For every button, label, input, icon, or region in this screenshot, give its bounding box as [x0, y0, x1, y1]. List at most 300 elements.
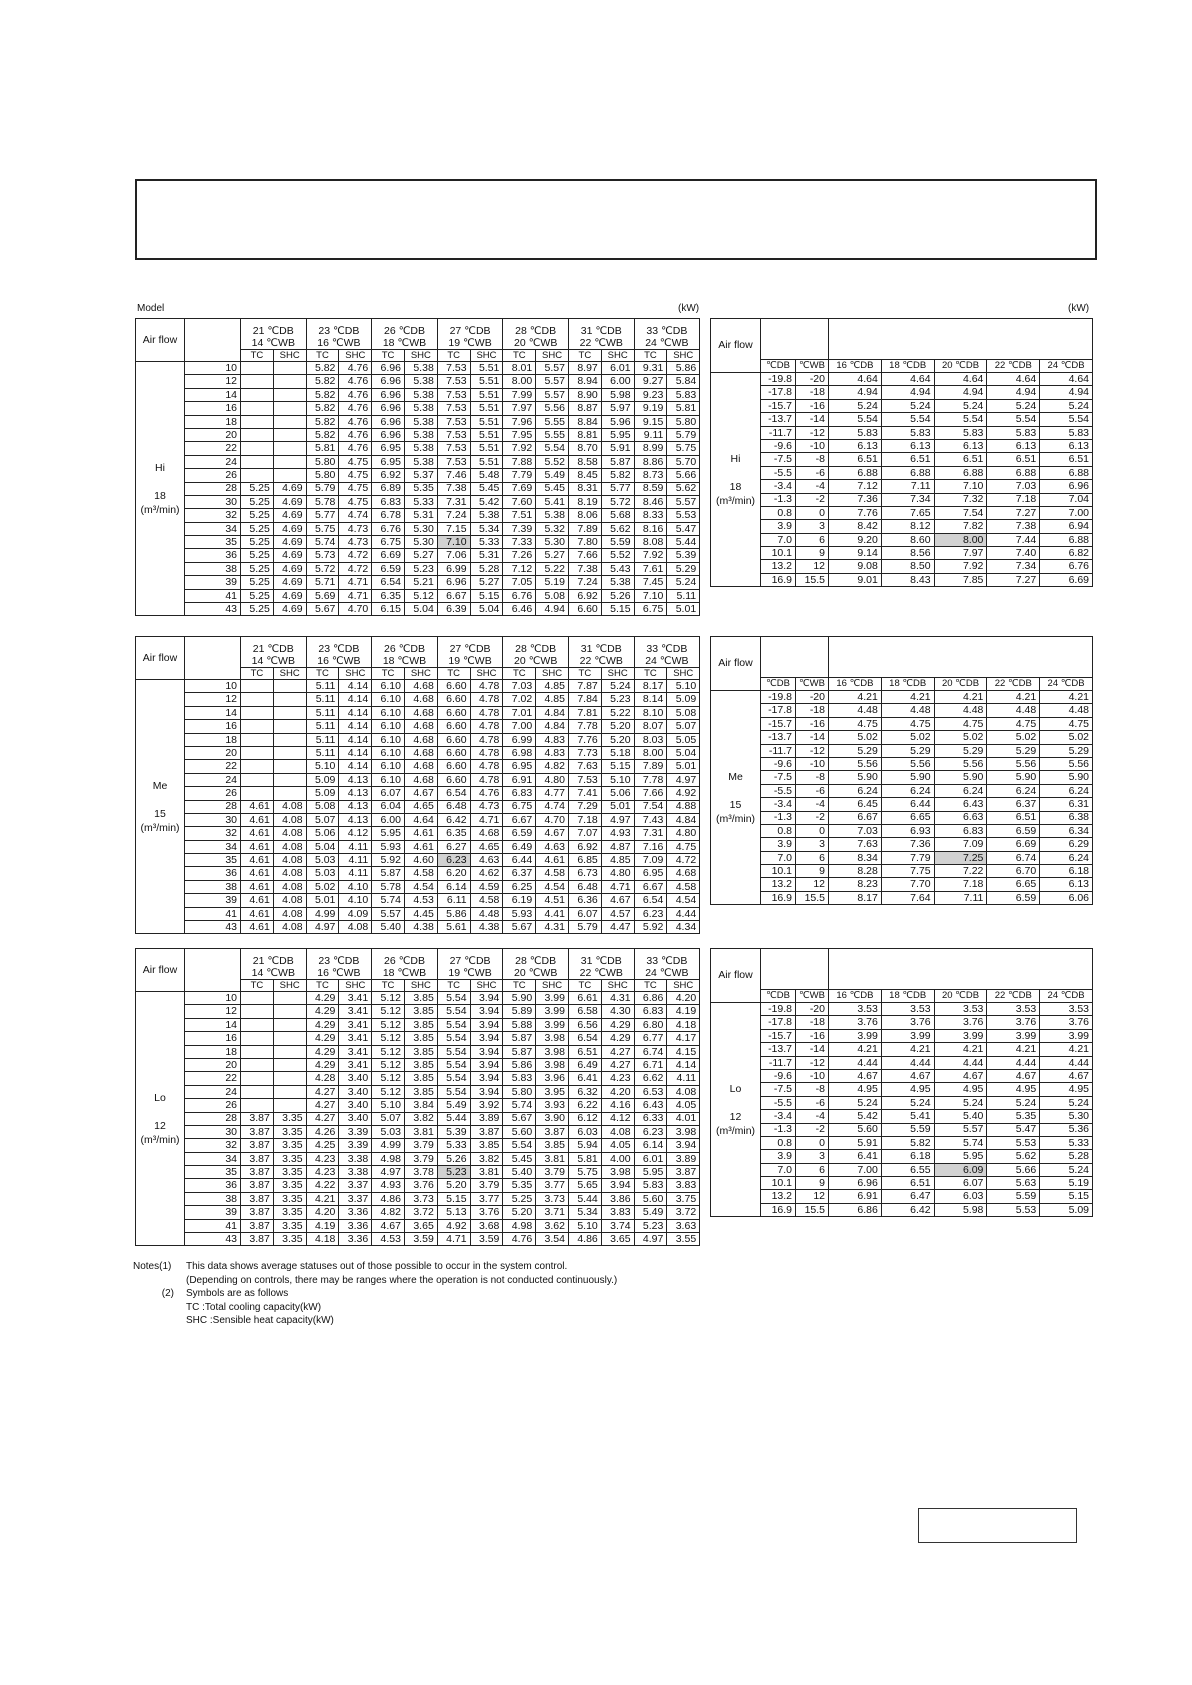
- heating-capacity-value: 3.99: [934, 1029, 987, 1042]
- shc-value: 4.67: [601, 894, 634, 907]
- indoor-db-header: 20 ℃DB: [934, 360, 987, 373]
- outdoor-temp-cell: 41: [185, 589, 241, 602]
- indoor-db-label: 28 ℃DB: [515, 643, 557, 655]
- tc-value: 4.61: [241, 921, 274, 934]
- shc-value: 4.64: [404, 813, 437, 826]
- heating-capacity-value: 5.24: [1040, 1163, 1093, 1176]
- outdoor-wb-cell: -4: [796, 1110, 829, 1123]
- indoor-db-header: 20 ℃DB: [934, 990, 987, 1003]
- tc-value: 4.61: [241, 827, 274, 840]
- outdoor-db-cell: 16.9: [761, 573, 796, 586]
- table-row: [136, 442, 700, 455]
- shc-value: 5.19: [536, 576, 569, 589]
- heating-capacity-value: 6.94: [1040, 520, 1093, 533]
- outdoor-db-cell: -19.8: [761, 691, 796, 704]
- tc-value: [241, 760, 274, 773]
- tc-value: 7.61: [634, 562, 667, 575]
- shc-value: 4.75: [339, 482, 372, 495]
- tc-value: 7.89: [568, 522, 601, 535]
- shc-value: 5.30: [536, 536, 569, 549]
- shc-value: 5.48: [470, 469, 503, 482]
- shc-value: 5.38: [536, 509, 569, 522]
- shc-value: 5.62: [667, 482, 700, 495]
- tc-value: 4.25: [306, 1139, 339, 1152]
- indoor-db-label: 28 ℃DB: [515, 955, 557, 967]
- tc-value: 5.54: [437, 1072, 470, 1085]
- shc-value: 4.08: [273, 813, 306, 826]
- tc-value: 5.34: [568, 1206, 601, 1219]
- shc-value: 5.45: [536, 482, 569, 495]
- heating-capacity-value: 4.95: [1040, 1083, 1093, 1096]
- outdoor-db-cell: -15.7: [761, 717, 796, 730]
- shc-value: [273, 773, 306, 786]
- model-label: Model: [137, 303, 165, 314]
- shc-value: 5.01: [667, 760, 700, 773]
- heating-capacity-value: 5.47: [987, 1123, 1040, 1136]
- shc-value: 4.14: [339, 706, 372, 719]
- tc-value: 6.00: [372, 813, 405, 826]
- note-2-line-2: TC :Total cooling capacity(kW): [186, 1301, 322, 1313]
- shc-value: 3.35: [273, 1166, 306, 1179]
- heating-capacity-value: 3.53: [881, 1003, 934, 1016]
- heating-capacity-value: 4.48: [881, 704, 934, 717]
- outdoor-temp-cell: 43: [185, 921, 241, 934]
- table-row: [711, 1029, 1093, 1042]
- heating-capacity-value: 5.15: [1040, 1190, 1093, 1203]
- shc-value: 3.98: [536, 1058, 569, 1071]
- tc-value: 4.22: [306, 1179, 339, 1192]
- heating-capacity-value: 7.38: [987, 520, 1040, 533]
- indoor-condition-header: [306, 319, 372, 350]
- shc-value: 5.51: [470, 455, 503, 468]
- shc-value: 4.38: [404, 921, 437, 934]
- outdoor-wb-cell: 6: [796, 1163, 829, 1176]
- airflow-unit: (m³/min): [715, 494, 756, 507]
- outdoor-wb-cell: -10: [796, 757, 829, 770]
- tc-value: 4.61: [241, 813, 274, 826]
- outdoor-wb-cell: -16: [796, 399, 829, 412]
- shc-value: 5.42: [470, 495, 503, 508]
- shc-value: 4.76: [339, 375, 372, 388]
- shc-value: 4.11: [339, 867, 372, 880]
- tc-value: 6.54: [437, 787, 470, 800]
- tc-value: 8.03: [634, 733, 667, 746]
- heating-capacity-value: 6.44: [881, 798, 934, 811]
- tc-value: 5.40: [372, 921, 405, 934]
- shc-value: [273, 680, 306, 693]
- table-row: [711, 439, 1093, 452]
- table-row: [136, 1206, 700, 1219]
- shc-value: 4.68: [667, 867, 700, 880]
- shc-value: [273, 733, 306, 746]
- outdoor-wb-label: ℃WB: [796, 360, 829, 373]
- heating-capacity-value: 3.76: [881, 1016, 934, 1029]
- shc-value: 4.80: [601, 867, 634, 880]
- table-row: [136, 536, 700, 549]
- heating-capacity-value: 5.24: [1040, 1096, 1093, 1109]
- tc-value: 6.39: [437, 603, 470, 616]
- shc-value: [273, 469, 306, 482]
- outdoor-temp-cell: 34: [185, 522, 241, 535]
- outdoor-db-cell: 13.2: [761, 878, 796, 891]
- shc-value: 5.11: [667, 589, 700, 602]
- tc-value: 7.43: [634, 813, 667, 826]
- shc-value: 3.35: [273, 1152, 306, 1165]
- shc-value: 4.08: [667, 1085, 700, 1098]
- tc-value: 4.61: [241, 867, 274, 880]
- outdoor-db-cell: -1.3: [761, 811, 796, 824]
- table-row: [711, 493, 1093, 506]
- heating-capacity-value: 6.45: [829, 798, 882, 811]
- shc-value: 5.21: [404, 576, 437, 589]
- heating-capacity-value: 8.17: [829, 891, 882, 904]
- table-row: [711, 373, 1093, 386]
- shc-value: 5.37: [404, 469, 437, 482]
- indoor-wb-label: 18 ℃WB: [382, 655, 427, 667]
- heating-capacity-value: 4.21: [1040, 691, 1093, 704]
- shc-value: 3.85: [404, 1072, 437, 1085]
- tc-value: 3.87: [241, 1139, 274, 1152]
- table-row: [711, 1110, 1093, 1123]
- indoor-db-label: 21 ℃DB: [252, 325, 294, 337]
- heating-capacity-value: 8.56: [881, 547, 934, 560]
- shc-value: 4.15: [667, 1045, 700, 1058]
- tc-value: 4.20: [306, 1206, 339, 1219]
- heating-capacity-value: 4.95: [829, 1083, 882, 1096]
- tc-value: 5.26: [437, 1152, 470, 1165]
- tc-value: 5.44: [437, 1112, 470, 1125]
- shc-value: 3.54: [536, 1233, 569, 1246]
- outdoor-temp-header: [761, 637, 829, 678]
- shc-value: 3.41: [339, 992, 372, 1005]
- heating-capacity-value: 5.41: [881, 1110, 934, 1123]
- note-2-key: (2): [161, 1288, 174, 1299]
- tc-value: 5.95: [634, 1166, 667, 1179]
- airflow-value: 18: [154, 489, 166, 502]
- tc-value: 8.99: [634, 442, 667, 455]
- airflow-header: Air flow: [711, 637, 761, 691]
- shc-value: 3.35: [273, 1233, 306, 1246]
- heating-capacity-value: 6.51: [1040, 453, 1093, 466]
- tc-value: 4.82: [372, 1206, 405, 1219]
- tc-value: 5.83: [503, 1072, 536, 1085]
- shc-value: 4.58: [536, 867, 569, 880]
- shc-value: 3.83: [601, 1206, 634, 1219]
- tc-value: 5.40: [503, 1166, 536, 1179]
- outdoor-db-cell: -13.7: [761, 413, 796, 426]
- tc-value: 7.53: [437, 428, 470, 441]
- heating-capacity-value: 6.24: [1040, 784, 1093, 797]
- outdoor-db-cell: -11.7: [761, 1056, 796, 1069]
- heating-capacity-value: 6.31: [1040, 798, 1093, 811]
- outdoor-wb-cell: -2: [796, 811, 829, 824]
- outdoor-temp-cell: 41: [185, 907, 241, 920]
- tc-value: 5.78: [372, 880, 405, 893]
- heating-capacity-value: 5.24: [881, 399, 934, 412]
- outdoor-db-cell: -11.7: [761, 744, 796, 757]
- tc-value: 4.28: [306, 1072, 339, 1085]
- tc-value: 6.95: [372, 455, 405, 468]
- tc-value: 4.23: [306, 1152, 339, 1165]
- shc-value: 5.75: [667, 442, 700, 455]
- tc-value: 7.46: [437, 469, 470, 482]
- indoor-condition-header: [437, 949, 503, 980]
- indoor-db-label: 27 ℃DB: [449, 643, 491, 655]
- table-row: [711, 798, 1093, 811]
- shc-value: 3.76: [404, 1179, 437, 1192]
- outdoor-db-cell: 7.0: [761, 1163, 796, 1176]
- shc-value: 4.97: [667, 773, 700, 786]
- shc-value: 4.78: [470, 706, 503, 719]
- shc-value: 5.38: [601, 576, 634, 589]
- heating-capacity-value: 7.03: [829, 824, 882, 837]
- shc-value: 4.63: [536, 840, 569, 853]
- tc-value: 5.11: [306, 693, 339, 706]
- table-row: [136, 402, 700, 415]
- outdoor-temp-cell: 12: [185, 1005, 241, 1018]
- shc-value: 5.95: [601, 428, 634, 441]
- outdoor-temp-header: [185, 949, 241, 992]
- tc-value: 5.54: [437, 1045, 470, 1058]
- indoor-db-label: 28 ℃DB: [515, 325, 557, 337]
- shc-value: 5.38: [470, 509, 503, 522]
- table-row: [136, 1018, 700, 1031]
- tc-label: TC: [241, 350, 274, 362]
- indoor-db-header: 16 ℃DB: [829, 678, 882, 691]
- heating-capacity-value: 6.13: [881, 439, 934, 452]
- tc-value: 6.25: [503, 880, 536, 893]
- heating-capacity-value: 8.23: [829, 878, 882, 891]
- tc-value: 5.90: [503, 992, 536, 1005]
- tc-value: 4.97: [372, 1166, 405, 1179]
- tc-value: 6.91: [503, 773, 536, 786]
- tc-value: 4.21: [306, 1192, 339, 1205]
- indoor-db-label: 31 ℃DB: [580, 325, 622, 337]
- indoor-db-header: 22 ℃DB: [987, 360, 1040, 373]
- indoor-db-header: 20 ℃DB: [934, 678, 987, 691]
- indoor-condition-header: [503, 637, 569, 668]
- tc-value: 5.11: [306, 706, 339, 719]
- heating-capacity-value: 5.56: [987, 757, 1040, 770]
- tc-value: 5.86: [437, 907, 470, 920]
- airflow-header: Air flow: [136, 319, 185, 362]
- heating-capacity-value: 3.53: [829, 1003, 882, 1016]
- heating-capacity-value: 5.90: [829, 771, 882, 784]
- tc-value: 5.13: [437, 1206, 470, 1219]
- tc-value: 5.92: [634, 921, 667, 934]
- heating-capacity-value: 5.60: [829, 1123, 882, 1136]
- shc-value: 3.35: [273, 1206, 306, 1219]
- outdoor-wb-cell: 3: [796, 838, 829, 851]
- shc-value: 4.47: [601, 921, 634, 934]
- heating-capacity-value: 4.75: [987, 717, 1040, 730]
- tc-value: 7.41: [568, 787, 601, 800]
- tc-value: 5.25: [241, 576, 274, 589]
- indoor-condition-header: [372, 949, 438, 980]
- outdoor-temp-cell: 39: [185, 1206, 241, 1219]
- shc-value: 5.59: [601, 536, 634, 549]
- tc-value: 5.33: [437, 1139, 470, 1152]
- heating-capacity-value: 5.36: [1040, 1123, 1093, 1136]
- table-row: [136, 1112, 700, 1125]
- heating-table-hi: [710, 318, 1093, 587]
- tc-value: 6.43: [634, 1099, 667, 1112]
- shc-value: 4.20: [667, 992, 700, 1005]
- indoor-condition-header: [503, 949, 569, 980]
- tc-value: 5.82: [306, 415, 339, 428]
- tc-value: 4.99: [306, 907, 339, 920]
- tc-value: 7.53: [568, 773, 601, 786]
- tc-value: 5.06: [306, 827, 339, 840]
- shc-value: 3.79: [404, 1139, 437, 1152]
- outdoor-wb-cell: -8: [796, 453, 829, 466]
- tc-value: 4.61: [241, 840, 274, 853]
- tc-value: 6.83: [503, 787, 536, 800]
- heating-capacity-value: 5.53: [987, 1136, 1040, 1149]
- tc-value: 4.29: [306, 992, 339, 1005]
- tc-value: 6.60: [437, 746, 470, 759]
- shc-value: 5.53: [667, 509, 700, 522]
- shc-value: 3.36: [339, 1233, 372, 1246]
- shc-value: 4.69: [273, 482, 306, 495]
- shc-value: 4.08: [273, 921, 306, 934]
- outdoor-temp-cell: 26: [185, 787, 241, 800]
- tc-value: 5.60: [503, 1125, 536, 1138]
- shc-value: 4.31: [601, 992, 634, 1005]
- outdoor-temp-cell: 36: [185, 549, 241, 562]
- tc-value: 5.81: [306, 442, 339, 455]
- cooling-header-row: [136, 637, 700, 668]
- tc-label: TC: [306, 668, 339, 680]
- tc-value: [241, 1072, 274, 1085]
- tc-value: 5.82: [306, 428, 339, 441]
- heating-capacity-value: 5.74: [934, 1136, 987, 1149]
- tc-label: TC: [241, 668, 274, 680]
- table-row: [711, 1069, 1093, 1082]
- heating-capacity-value: 6.29: [1040, 838, 1093, 851]
- shc-value: 4.63: [470, 854, 503, 867]
- tc-value: 5.25: [241, 562, 274, 575]
- tc-value: 7.10: [634, 589, 667, 602]
- indoor-db-header: 24 ℃DB: [1040, 360, 1093, 373]
- tc-value: 7.78: [568, 720, 601, 733]
- shc-value: 4.71: [339, 576, 372, 589]
- tc-value: 5.75: [306, 522, 339, 535]
- shc-value: 5.77: [601, 482, 634, 495]
- heating-capacity-value: 5.33: [1040, 1136, 1093, 1149]
- indoor-db-label: 33 ℃DB: [646, 955, 688, 967]
- shc-value: 3.90: [536, 1112, 569, 1125]
- shc-value: [273, 1005, 306, 1018]
- shc-value: 3.87: [667, 1166, 700, 1179]
- shc-value: 3.84: [404, 1099, 437, 1112]
- shc-value: 4.77: [536, 787, 569, 800]
- tc-value: 5.80: [306, 455, 339, 468]
- table-row: [136, 1125, 700, 1138]
- shc-value: 3.94: [470, 1045, 503, 1058]
- table-row: [136, 1085, 700, 1098]
- tc-value: 6.10: [372, 773, 405, 786]
- airflow-mode: Hi: [730, 452, 741, 465]
- tc-value: 5.71: [306, 576, 339, 589]
- heating-capacity-value: 5.90: [934, 771, 987, 784]
- shc-value: 4.34: [667, 921, 700, 934]
- tc-value: 4.29: [306, 1058, 339, 1071]
- shc-value: 4.54: [667, 894, 700, 907]
- heating-capacity-value: 3.76: [829, 1016, 882, 1029]
- tc-value: 5.49: [437, 1099, 470, 1112]
- heating-capacity-value: 4.67: [1040, 1069, 1093, 1082]
- airflow-header: Air flow: [711, 319, 761, 373]
- shc-value: 5.24: [601, 680, 634, 693]
- indoor-condition-header: [568, 319, 634, 350]
- shc-label: SHC: [667, 980, 700, 992]
- heating-capacity-value: 6.96: [829, 1177, 882, 1190]
- shc-value: 5.31: [470, 549, 503, 562]
- shc-value: [273, 402, 306, 415]
- tc-value: 6.10: [372, 760, 405, 773]
- table-row: [711, 717, 1093, 730]
- tc-value: 7.95: [503, 428, 536, 441]
- shc-value: 4.09: [339, 907, 372, 920]
- heating-capacity-value: 3.99: [1040, 1029, 1093, 1042]
- outdoor-temp-cell: 16: [185, 1032, 241, 1045]
- heating-capacity-value: 5.56: [829, 757, 882, 770]
- indoor-condition-header: [634, 949, 700, 980]
- tc-label: TC: [372, 350, 405, 362]
- shc-value: 4.75: [339, 469, 372, 482]
- heating-capacity-value: 9.01: [829, 573, 882, 586]
- tc-value: 8.19: [568, 495, 601, 508]
- heating-capacity-value: 4.94: [934, 386, 987, 399]
- outdoor-temp-cell: 24: [185, 1085, 241, 1098]
- tc-value: 7.02: [503, 693, 536, 706]
- tc-value: 5.60: [634, 1192, 667, 1205]
- outdoor-temp-cell: 38: [185, 880, 241, 893]
- tc-value: 7.05: [503, 576, 536, 589]
- heating-capacity-value: 5.83: [987, 426, 1040, 439]
- outdoor-temp-cell: 34: [185, 840, 241, 853]
- shc-value: 3.79: [470, 1179, 503, 1192]
- table-row: [711, 838, 1093, 851]
- tc-value: 5.75: [568, 1166, 601, 1179]
- shc-value: 3.96: [536, 1072, 569, 1085]
- tc-value: 5.82: [306, 388, 339, 401]
- tc-value: 7.88: [503, 455, 536, 468]
- shc-value: 3.79: [536, 1166, 569, 1179]
- shc-value: 4.76: [339, 388, 372, 401]
- heating-capacity-value: 4.48: [829, 704, 882, 717]
- heating-capacity-value: 4.21: [881, 1043, 934, 1056]
- heating-capacity-value: 7.25: [934, 851, 987, 864]
- outdoor-wb-cell: 15.5: [796, 573, 829, 586]
- tc-value: 5.80: [503, 1085, 536, 1098]
- heating-capacity-value: 4.67: [881, 1069, 934, 1082]
- tc-value: 4.26: [306, 1125, 339, 1138]
- shc-value: 3.35: [273, 1125, 306, 1138]
- tc-label: TC: [568, 668, 601, 680]
- table-row: [711, 744, 1093, 757]
- shc-value: [273, 992, 306, 1005]
- indoor-db-header: 18 ℃DB: [881, 360, 934, 373]
- tc-value: 5.25: [241, 536, 274, 549]
- tc-value: 6.86: [634, 992, 667, 1005]
- shc-value: 4.68: [404, 760, 437, 773]
- indoor-wb-label: 18 ℃WB: [382, 337, 427, 349]
- tc-value: 6.78: [372, 509, 405, 522]
- table-row: [136, 1219, 700, 1232]
- shc-value: 4.71: [470, 813, 503, 826]
